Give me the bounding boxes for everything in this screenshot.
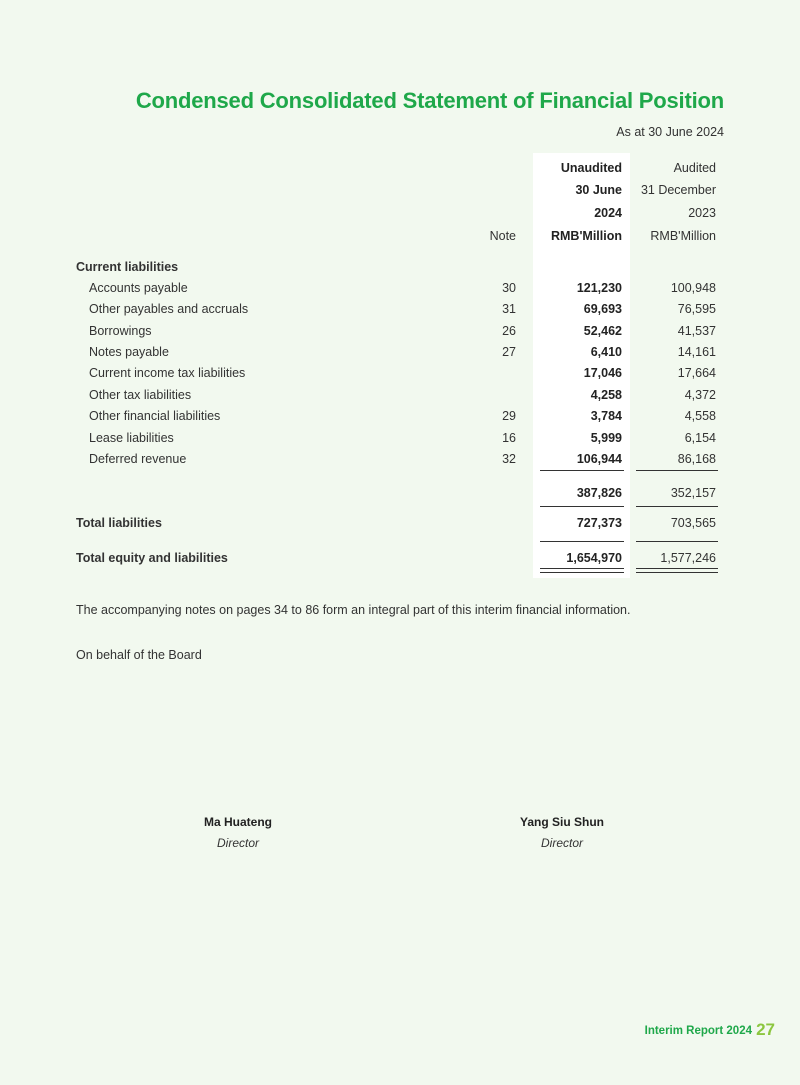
total-equity-liabilities-current: 1,654,970: [566, 551, 622, 565]
total-rule-previous: [636, 506, 718, 507]
header-current-status: Unaudited: [560, 161, 622, 175]
row-note: 26: [502, 324, 516, 338]
header-row-status: [0, 158, 800, 178]
signatory-name: Yang Siu Shun: [519, 815, 604, 829]
row-current: 6,410: [590, 345, 622, 359]
total-equity-liabilities-row: [0, 548, 800, 568]
table-row: [0, 428, 800, 448]
row-note: 31: [502, 302, 516, 316]
section-current-liabilities: [0, 257, 800, 277]
row-previous: 17,664: [677, 366, 716, 380]
header-row-unit: [0, 226, 800, 246]
total-equity-liabilities-label: Total equity and liabilities: [76, 551, 228, 565]
header-previous-status: Audited: [673, 161, 716, 175]
subtotal-rule-current: [540, 470, 624, 471]
row-label: Borrowings: [89, 324, 152, 338]
row-note: 32: [502, 452, 516, 466]
table-row: [0, 363, 800, 383]
row-previous: 14,161: [677, 345, 716, 359]
page-title: Condensed Consolidated Statement of Financial Position: [135, 88, 724, 113]
row-previous: 41,537: [677, 324, 716, 338]
signatory-role: Director: [216, 836, 259, 850]
row-previous: 86,168: [677, 452, 716, 466]
table-row: [0, 449, 800, 469]
header-current-date: 30 June: [575, 183, 622, 197]
double-underline-previous: [636, 568, 718, 573]
signatory-role: Director: [540, 836, 583, 850]
row-previous: 100,948: [670, 281, 716, 295]
row-label: Other financial liabilities: [89, 409, 221, 423]
row-current: 69,693: [583, 302, 622, 316]
table-row: [0, 406, 800, 426]
page-number: 27: [756, 1020, 775, 1039]
total-liabilities-current: 727,373: [576, 516, 622, 530]
row-label: Deferred revenue: [89, 452, 187, 466]
page-subtitle: As at 30 June 2024: [616, 125, 724, 139]
subtotal-row: [0, 483, 800, 503]
table-row: [0, 278, 800, 298]
header-previous-unit: RMB'Million: [650, 229, 716, 243]
row-label: Other payables and accruals: [89, 302, 249, 316]
double-underline-current: [540, 568, 624, 573]
row-note: 29: [502, 409, 516, 423]
row-note: 16: [502, 431, 516, 445]
grand-total-rule-current: [540, 541, 624, 542]
notes-statement: The accompanying notes on pages 34 to 86 form an integral part of this interim financial information.: [76, 603, 631, 617]
table-row: [0, 342, 800, 362]
row-current: 106,944: [576, 452, 622, 466]
header-row-date: [0, 180, 800, 200]
header-previous-year: 2023: [688, 206, 716, 220]
grand-total-rule-previous: [636, 541, 718, 542]
section-label: Current liabilities: [76, 260, 179, 274]
total-equity-liabilities-previous: 1,577,246: [660, 551, 716, 565]
header-current-year: 2024: [594, 206, 622, 220]
row-label: Accounts payable: [89, 281, 188, 295]
total-liabilities-row: [0, 513, 800, 533]
header-row-year: [0, 203, 800, 223]
row-previous: 6,154: [684, 431, 716, 445]
row-current: 17,046: [583, 366, 622, 380]
row-label: Lease liabilities: [89, 431, 174, 445]
total-rule-current: [540, 506, 624, 507]
behalf-statement: On behalf of the Board: [76, 648, 202, 662]
row-label: Notes payable: [89, 345, 169, 359]
row-label: Current income tax liabilities: [89, 366, 246, 380]
row-note: 27: [502, 345, 516, 359]
table-row: [0, 385, 800, 405]
subtotal-previous: 352,157: [670, 486, 716, 500]
row-label: Other tax liabilities: [89, 388, 192, 402]
header-note: Note: [489, 229, 516, 243]
subtotal-current: 387,826: [576, 486, 622, 500]
row-previous: 4,372: [684, 388, 716, 402]
row-current: 5,999: [590, 431, 622, 445]
total-liabilities-previous: 703,565: [670, 516, 716, 530]
row-previous: 4,558: [684, 409, 716, 423]
row-note: 30: [502, 281, 516, 295]
row-current: 52,462: [583, 324, 622, 338]
row-previous: 76,595: [677, 302, 716, 316]
footer-report-title: Interim Report 2024: [644, 1025, 752, 1037]
table-row: [0, 321, 800, 341]
header-previous-date: 31 December: [640, 183, 716, 197]
row-current: 3,784: [590, 409, 622, 423]
header-current-unit: RMB'Million: [550, 229, 622, 243]
table-row: [0, 299, 800, 319]
total-liabilities-label: Total liabilities: [76, 516, 162, 530]
subtotal-rule-previous: [636, 470, 718, 471]
row-current: 4,258: [590, 388, 622, 402]
signatory-name: Ma Huateng: [203, 815, 272, 829]
row-current: 121,230: [576, 281, 622, 295]
